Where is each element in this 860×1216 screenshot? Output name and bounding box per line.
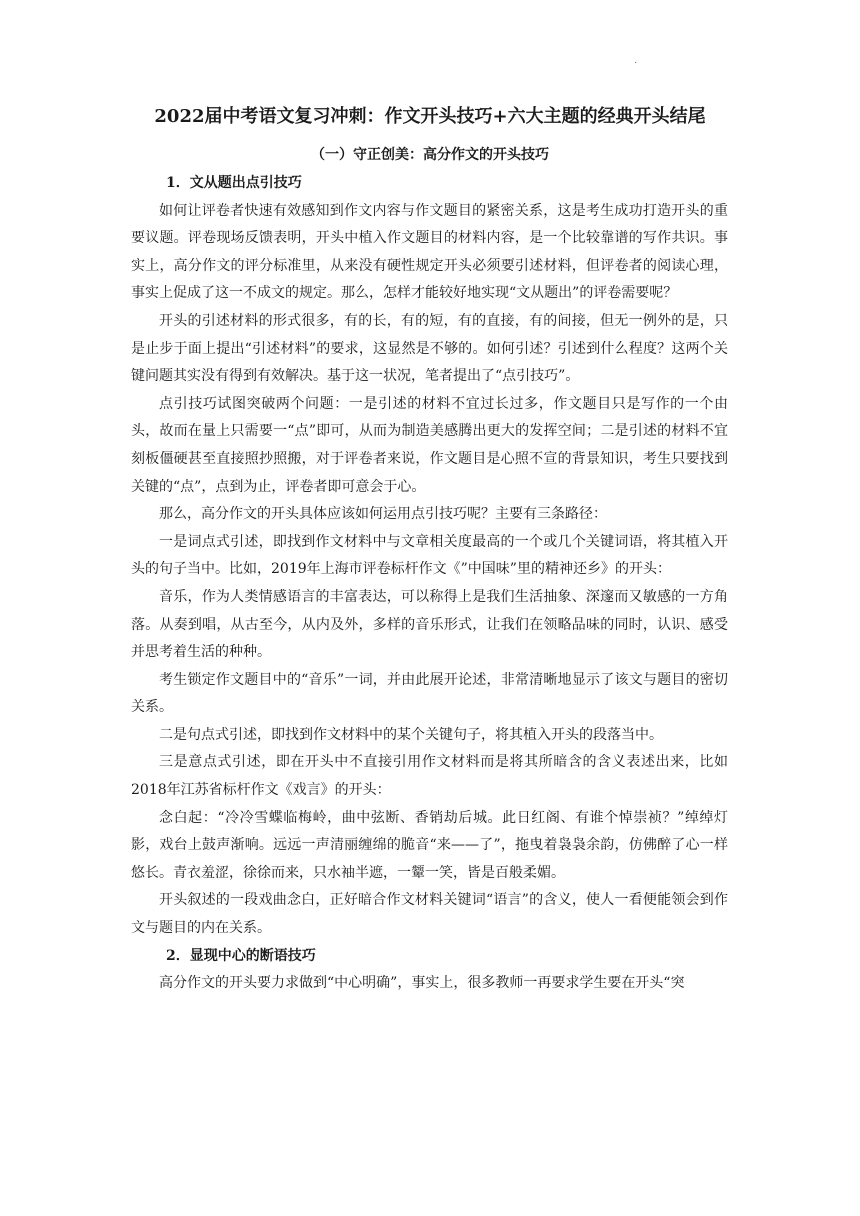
body-paragraph: 点引技巧试图突破两个问题：一是引述的材料不宜过长过多，作文题目只是写作的一个由头，故而在量上只需要一“点”即可，从而为制造美感腾出更大的发挥空间；二是引述的材料不宜刻板僵硬甚至直接照抄照搬，对于评卷者来说，作文题目是心照不宣的背景知识，考生只要找到关键的“点”，点到为止，评卷者即可意会于心。 [131, 395, 728, 495]
body-paragraph: 如何让评卷者快速有效感知到作文内容与作文题目的紧密关系，这是考生成功打造开头的重要议题。评卷现场反馈表明，开头中植入作文题目的材料内容，是一个比较靠谱的写作共识。事实上，高分作文的评分标准里，从来没有硬性规定开头必须要引述材料，但评卷者的阅读心理，事实上促成了这一不成文的规定。那么，怎样才能较好地实现“文从题出”的评卷需要呢？ [131, 202, 728, 302]
body-paragraph: 开头的引述材料的形式很多，有的长，有的短，有的直接，有的间接，但无一例外的是，只是止步于面上提出“引述材料”的要求，这显然是不够的。如何引述？引述到什么程度？这两个关键问题其实没有得到有效解决。基于这一状况，笔者提出了“点引技巧”。 [131, 312, 728, 385]
body-paragraph: 高分作文的开头要力求做到“中心明确”，事实上，很多教师一再要求学生要在开头“突 [159, 975, 685, 992]
quoted-excerpt: 音乐，作为人类情感语言的丰富表达，可以称得上是我们生活抽象、深邃而又敏感的一方角落。从奏到唱，从古至今，从内及外，多样的音乐形式，让我们在领略品味的同时，认识、感受并思考着生活的种种。 [131, 588, 728, 661]
body-paragraph: 三是意点式引述，即在开头中不直接引用作文材料而是将其所暗含的含义表述出来，比如2018年江苏省标杆作文《戏言》的开头： [131, 754, 728, 799]
body-paragraph: 那么，高分作文的开头具体应该如何运用点引技巧呢？主要有三条路径： [159, 506, 607, 523]
body-paragraph: 开头叙述的一段戏曲念白，正好暗合作文材料关键词“语言”的含义，使人一看便能领会到作文与题目的内在关系。 [131, 892, 728, 937]
body-paragraph: 考生锁定作文题目中的“音乐”一词，并由此展开论述，非常清晰地显示了该文与题目的密切关系。 [131, 671, 728, 716]
body-paragraph: 一是词点式引述，即找到作文材料中与文章相关度最高的一个或几个关键词语，将其植入开头的句子当中。比如，2019年上海市评卷标杆作文《”中国味”里的精神还乡》的开头： [131, 533, 728, 578]
corner-mark: · [634, 57, 638, 68]
document-title: 2022届中考语文复习冲刺：作文开头技巧+六大主题的经典开头结尾 [154, 106, 706, 127]
document-body [131, 170, 728, 998]
section-heading: 1．文从题出点引技巧 [166, 175, 302, 191]
section-heading: 2．显现中心的断语技巧 [166, 947, 316, 964]
body-paragraph: 二是句点式引述，即找到作文材料中的某个关键句子，将其植入开头的段落当中。 [159, 726, 663, 743]
quoted-excerpt: 念白起：“冷冷雪蝶临梅岭，曲中弦断、香销劫后城。此日红阁、有谁个悼崇祯？”绰绰灯影，戏台上鼓声渐响。远远一声清丽缠绵的脆音“来——了”，拖曳着袅袅余韵，仿佛醉了心一样悠长。青衣羞涩，徐徐而来，只水袖半遮，一颦一笑，皆是百般柔媚。 [131, 809, 728, 881]
section-subtitle: （一）守正创美：高分作文的开头技巧 [311, 147, 549, 163]
